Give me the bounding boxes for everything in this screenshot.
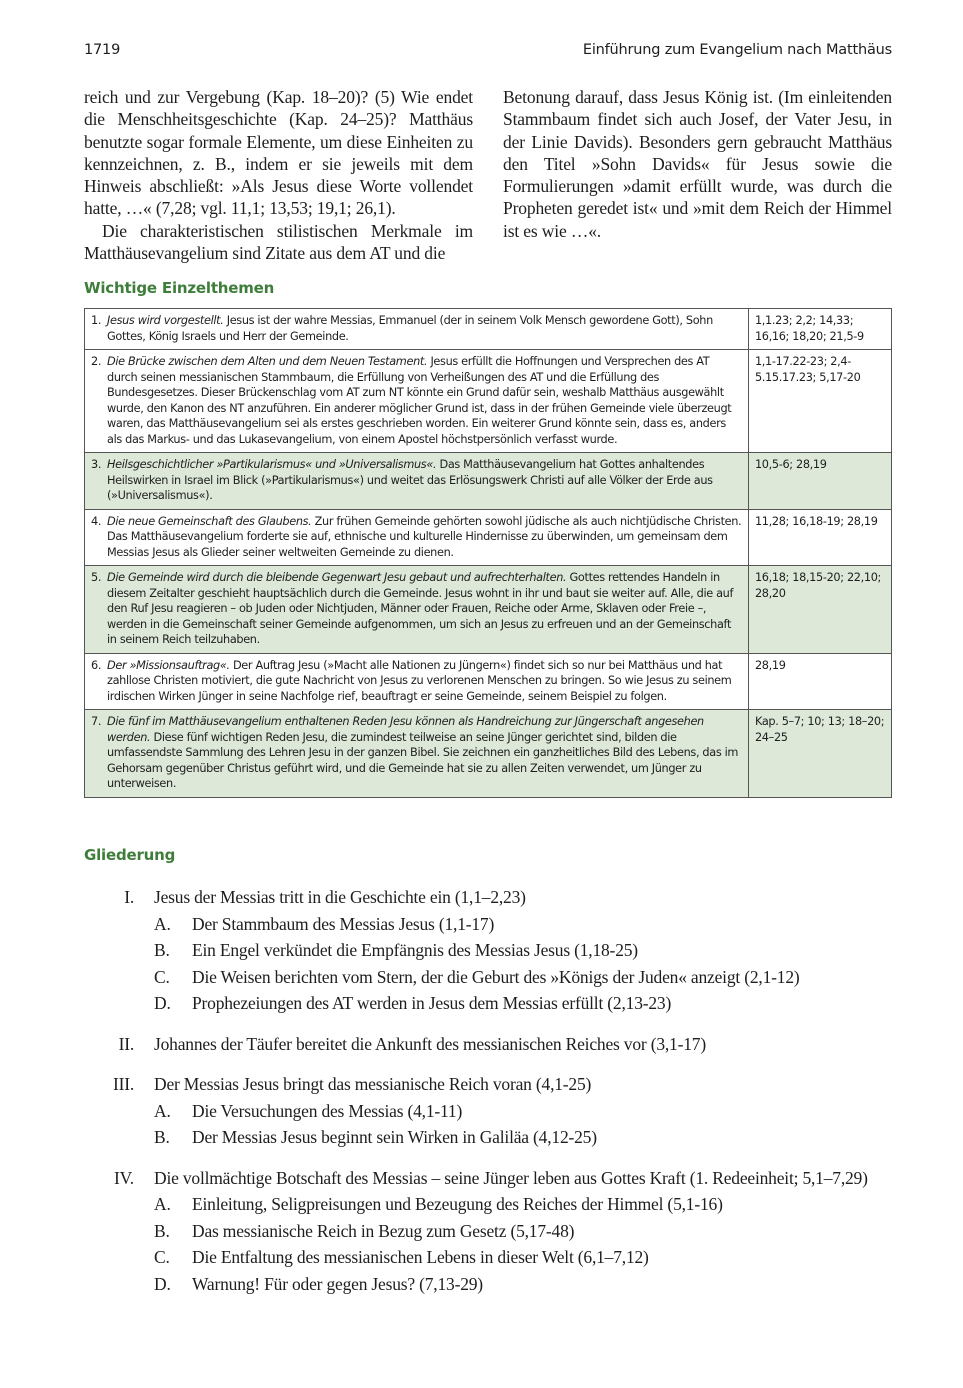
outline-subitem — [108, 1098, 898, 1125]
outline-subitem — [108, 990, 898, 1017]
theme-text: Das Matthäusevangelium hat Gottes anhaltendes Heilswirken in Israel im Blick (»Partikularismus«) und weitet das Erlösungswerk Christi auf alle Völker der Erde aus (»Universalismus«). — [107, 458, 713, 502]
outline-letter: A. — [154, 1194, 171, 1214]
outline-subitem-text: Prophezeiungen des AT werden in Jesus dem Messias erfüllt (2,13-23) — [192, 993, 672, 1013]
theme-text: Der Auftrag Jesu (»Macht alle Nationen zu Jüngern«) findet sich so nur bei Matthäus und hat zahllose Christen motiviert, die gute Nachricht von Jesus zu verlorenen Menschen zu bringen. So wie Jesus zu seinem irdischen Wirken Jünger in seine Nachfolge rief, beauftragt er seine Gemeinde, seinem Beispiel zu folgen. — [107, 658, 732, 703]
theme-text: Diese fünf wichtigen Reden Jesu, die zumindest teilweise an seine Jünger gerichtet sind, bilden die umfassendste Sammlung des Lehren Jesu in der ganzen Bibel. Sie zeichnen ein ganzheitliches Bild des Lebens, das im Gehorsam gegenüber Christus geführt wird, und die Gemeinde hat sie zu allen Zeiten verwendet, um Jünger zu unterweisen. — [107, 730, 739, 790]
outline-subitem-text: Der Messias Jesus beginnt sein Wirken in Galiläa (4,12-25) — [192, 1127, 597, 1147]
themes-table — [84, 308, 892, 798]
theme-title: Der »Missionsauftrag«. — [107, 658, 230, 672]
theme-title: Die fünf im Matthäusevangelium enthaltenen Reden Jesu können als Handreichung zur Jüngerschaft angesehen werden. — [107, 715, 704, 744]
outline-numeral: II. — [118, 1033, 134, 1054]
theme-number: 6. — [91, 658, 102, 672]
theme-title: Jesus wird vorgestellt. — [107, 314, 224, 327]
outline-letter: D. — [154, 1273, 171, 1294]
outline-list — [108, 884, 898, 1311]
outline-section — [108, 1071, 898, 1151]
theme-title: Heilsgeschichtlicher »Partikularismus« und »Universalismus«. — [107, 458, 437, 471]
outline-numeral: III. — [112, 1074, 134, 1094]
intro-paragraph: Die charakteristischen stilistischen Merkmale im Matthäusevangelium sind Zitate aus dem AT und die — [84, 220, 473, 264]
outline-item-text: Die vollmächtige Botschaft des Messias – seine Jünger leben aus Gottes Kraft (1. Redeeinheit; 5,1–7,29) — [154, 1167, 868, 1188]
theme-description — [85, 309, 749, 350]
theme-number: 3. — [91, 458, 102, 471]
outline-numeral: I. — [124, 887, 134, 907]
theme-number: 1. — [91, 314, 102, 327]
outline-subitem — [108, 1218, 898, 1245]
theme-description — [85, 453, 749, 510]
outline-subitem-text: Ein Engel verkündet die Empfängnis des Messias Jesus (1,18-25) — [192, 940, 638, 960]
running-title: Einführung zum Evangelium nach Matthäus — [582, 42, 892, 58]
outline-subitem-text: Der Stammbaum des Messias Jesus (1,1-17) — [192, 913, 495, 934]
theme-row — [85, 509, 892, 566]
theme-number: 7. — [91, 715, 102, 728]
intro-right-column — [503, 86, 892, 242]
theme-text: Gottes rettendes Handeln in diesem Zeitalter geschieht hauptsächlich durch die Gemeinde. Jesus wohnt in ihr und baut sie weiter auf. Alle, die auf den Ruf Jesu reagieren – ob Juden oder Nichtjuden, Männer oder Frauen, Reiche oder Arme, Sklaven oder Freie –, werden in die Gemeinschaft seiner Gemeinde aufgenommen, um sich an Jesus zu erfreuen und an der Gemeinschaft in seinem Reich teilzuhaben. — [107, 571, 734, 646]
outline-heading: Gliederung — [84, 846, 176, 864]
outline-letter: B. — [154, 1220, 170, 1241]
theme-references: 11,28; 16,18-19; 28,19 — [748, 509, 891, 566]
theme-text: Zur frühen Gemeinde gehörten sowohl jüdische als auch nichtjüdische Christen. Das Matthäusevangelium forderte sie auf, ethnische und kulturelle Hindernisse zu überwinden, um gemeinsam dem Messias Jesus als Glieder seiner weltweiten Gemeinde zu dienen. — [107, 514, 742, 559]
theme-description — [85, 653, 749, 710]
outline-letter: C. — [154, 1247, 170, 1267]
outline-subitem — [108, 937, 898, 964]
outline-item — [108, 1071, 898, 1098]
outline-subitem-text: Das messianische Reich in Bezug zum Gesetz (5,17-48) — [192, 1220, 575, 1241]
outline-section — [108, 1031, 898, 1058]
theme-row — [85, 453, 892, 510]
page-header — [84, 42, 892, 66]
outline-numeral: IV. — [114, 1167, 134, 1188]
outline-letter: A. — [154, 1100, 171, 1121]
outline-item-text: Der Messias Jesus bringt das messianische Reich voran (4,1-25) — [154, 1074, 592, 1094]
theme-references: 1,1-17.22-23; 2,4-5.15.17.23; 5,17-20 — [748, 350, 891, 453]
outline-subitem — [108, 911, 898, 938]
theme-title: Die Gemeinde wird durch die bleibende Gegenwart Jesu gebaut und aufrechterhalten. — [107, 571, 567, 584]
intro-paragraph: reich und zur Vergebung (Kap. 18–20)? (5) Wie endet die Menschheitsgeschichte (Kap. 24–25)? Matthäus benutzte sogar formale Elemente, um diese Einheiten zu kennzeichnen, z. B., indem er sie jeweils mit dem Hinweis abschließt: »Als Jesus diese Worte vollendet hatte, …« (7,28; vgl. 11,1; 13,53; 19,1; 26,1). — [84, 87, 473, 219]
outline-subitem — [108, 1191, 898, 1218]
theme-row — [85, 566, 892, 654]
outline-item — [108, 884, 898, 911]
outline-letter: A. — [154, 913, 171, 934]
outline-letter: B. — [154, 1127, 170, 1147]
theme-row — [85, 350, 892, 453]
outline-subitem-text: Warnung! Für oder gegen Jesus? (7,13-29) — [192, 1273, 483, 1294]
outline-section — [108, 884, 898, 1017]
theme-row — [85, 309, 892, 350]
outline-subitem — [108, 1124, 898, 1151]
outline-subitem-text: Einleitung, Seligpreisungen und Bezeugung des Reiches der Himmel (5,1-16) — [192, 1194, 723, 1214]
theme-description — [85, 350, 749, 453]
outline-subitem-text: Die Versuchungen des Messias (4,1-11) — [192, 1100, 463, 1121]
theme-row — [85, 653, 892, 710]
theme-title: Die Brücke zwischen dem Alten und dem Neuen Testament. — [107, 355, 428, 368]
theme-text: Jesus erfüllt die Hoffnungen und Versprechen des AT durch seinen messianischen Stammbaum, die Erfüllung von Verheißungen des AT und die Erfüllung des Bundesgesetzes. Dieser Brückenschlag vom AT zum NT könnte ein Grund dafür sein, weshalb Matthäus ausgewählt wurde, den Kanon des NT anzuführen. Ein anderer möglicher Grund ist, dass in der frühen Gemeinde viele überzeugt waren, das Matthäusevangelium sei als erstes geschrieben worden. Ein weiterer Grund könnte sein, dass es, anders als das Markus- und das Lukasevangelium, von einem Apostel höchstpersönlich verfasst wurde. — [107, 355, 732, 446]
page-number: 1719 — [84, 42, 121, 58]
theme-row — [85, 710, 892, 798]
intro-left-column — [84, 86, 473, 264]
theme-number: 4. — [91, 514, 102, 528]
outline-subitem — [108, 964, 898, 991]
theme-references: 1,1.23; 2,2; 14,33; 16,16; 18,20; 21,5-9 — [748, 309, 891, 350]
theme-references: 16,18; 18,15-20; 22,10; 28,20 — [748, 566, 891, 654]
outline-letter: C. — [154, 966, 170, 987]
theme-references: 10,5-6; 28,19 — [748, 453, 891, 510]
outline-letter: B. — [154, 940, 170, 960]
intro-paragraph: Betonung darauf, dass Jesus König ist. (Im einleitenden Stammbaum findet sich auch Josef, der Vater Jesu, in der Linie Davids). Besonders gern gebraucht Matthäus den Titel »Sohn Davids« für Jesus sowie die Formulierungen »damit erfüllt wurde, was durch die Propheten geredet ist« und »mit dem Reich der Himmel ist es wie …«. — [503, 87, 892, 241]
theme-title: Die neue Gemeinschaft des Glaubens. — [107, 514, 312, 528]
theme-references: Kap. 5–7; 10; 13; 18–20; 24–25 — [748, 710, 891, 798]
outline-subitem-text: Die Entfaltung des messianischen Lebens in dieser Welt (6,1–7,12) — [192, 1247, 649, 1267]
theme-description — [85, 566, 749, 654]
theme-description — [85, 710, 749, 798]
theme-text: Jesus ist der wahre Messias, Emmanuel (der in seinem Volk Mensch gewordene Gott), Sohn Gottes, König Israels und Herr der Gemeinde. — [107, 314, 713, 343]
outline-subitem-text: Die Weisen berichten vom Stern, der die Geburt des »Königs der Juden« anzeigt (2,1-12) — [192, 966, 800, 987]
outline-item-text: Johannes der Täufer bereitet die Ankunft des messianischen Reiches vor (3,1-17) — [154, 1033, 706, 1054]
theme-description — [85, 509, 749, 566]
theme-number: 2. — [91, 355, 102, 368]
outline-letter: D. — [154, 993, 171, 1013]
theme-references: 28,19 — [748, 653, 891, 710]
theme-number: 5. — [91, 571, 102, 584]
outline-subitem — [108, 1271, 898, 1298]
outline-item-text: Jesus der Messias tritt in die Geschichte ein (1,1–2,23) — [154, 887, 526, 907]
themes-heading: Wichtige Einzelthemen — [84, 279, 275, 297]
outline-item — [108, 1165, 898, 1192]
outline-item — [108, 1031, 898, 1058]
outline-section — [108, 1165, 898, 1298]
outline-subitem — [108, 1244, 898, 1271]
